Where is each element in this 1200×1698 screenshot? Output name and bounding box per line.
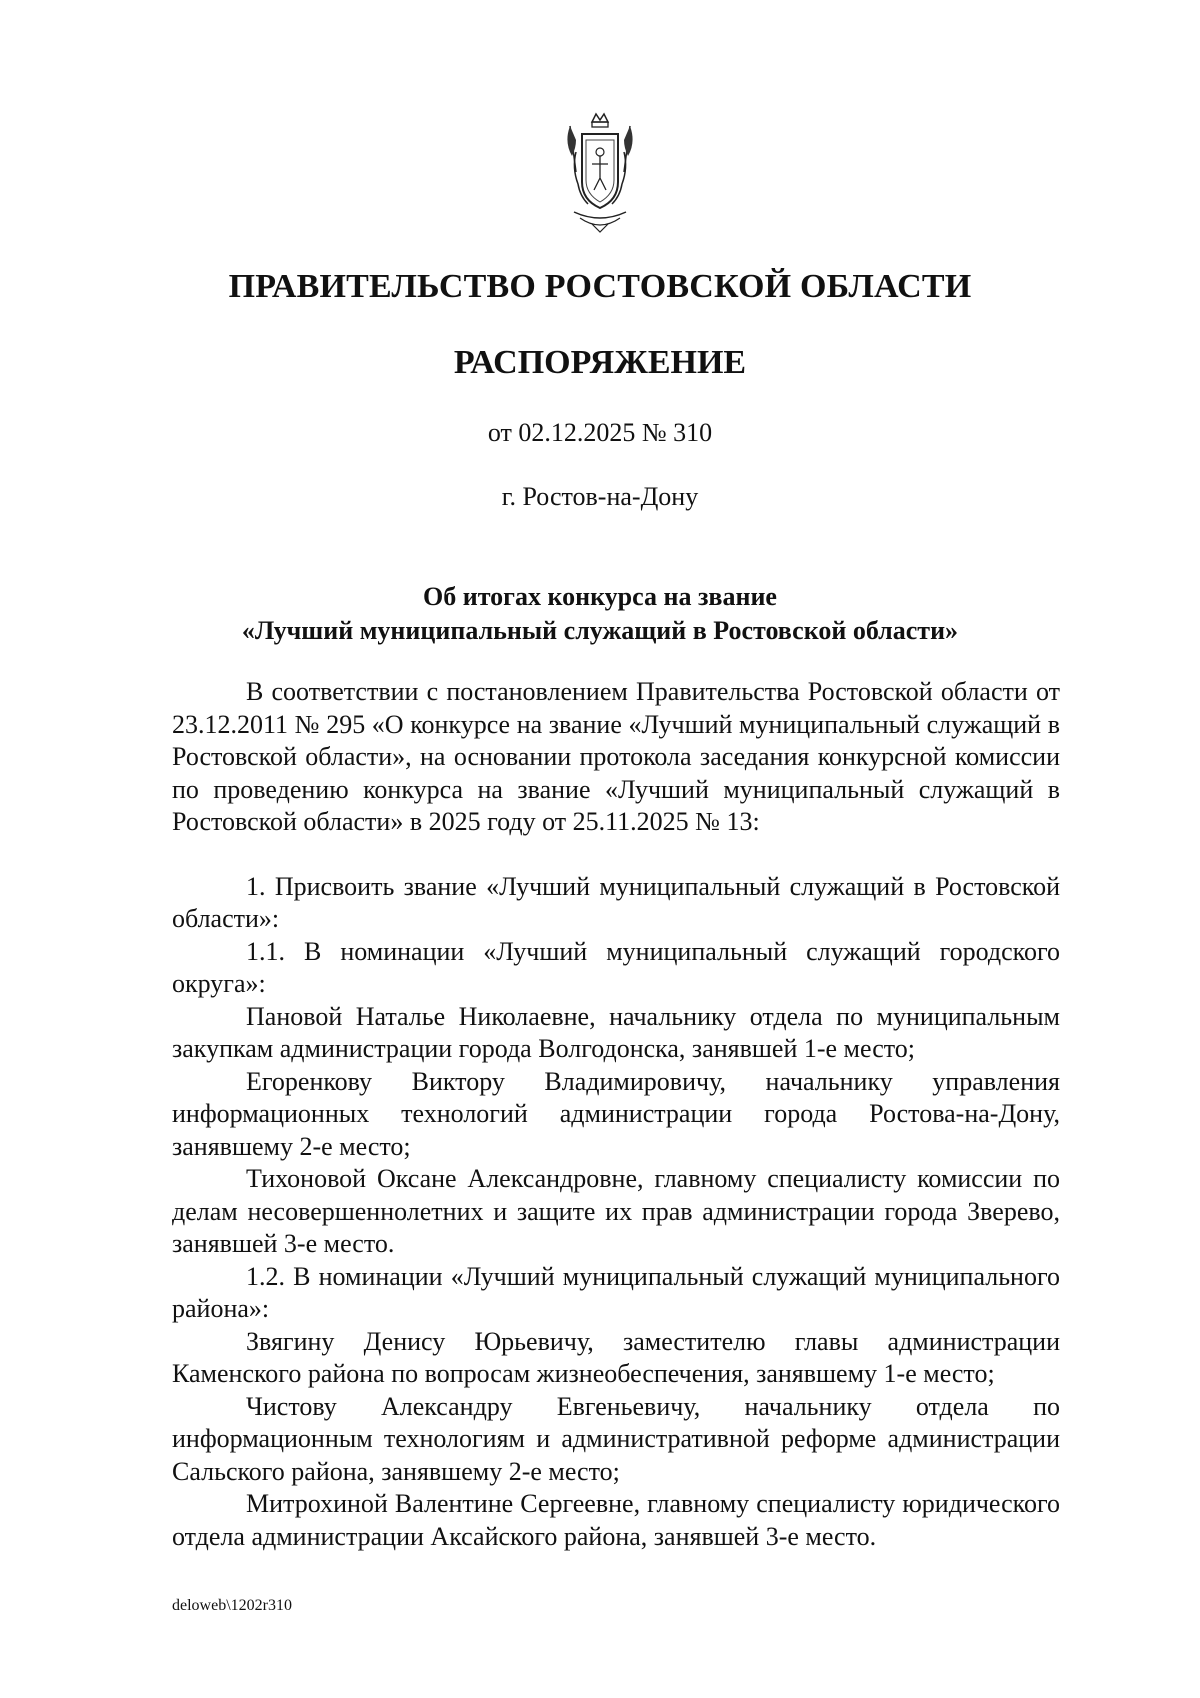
item-1-2-third-place: Митрохиной Валентине Сергеевне, главному специалисту юридического отдела администрации Аксайского района, занявшей 3-е место. [172,1489,1060,1551]
item-1-1-first-place: Пановой Наталье Николаевне, начальнику отдела по муниципальным закупкам администрации города Волгодонска, занявшей 1-е место; [172,1001,1060,1063]
organization-title: ПРАВИТЕЛЬСТВО РОСТОВСКОЙ ОБЛАСТИ [228,268,972,305]
subject-line-1: Об итогах конкурса на звание [423,582,777,611]
item-1-2-paragraph: 1.2. В номинации «Лучший муниципальный служащий муниципального района»: [172,1261,1060,1323]
document-type: РАСПОРЯЖЕНИЕ [453,344,747,381]
item-1-paragraph: 1. Присвоить звание «Лучший муниципальный служащий в Ростовской области»: [172,871,1060,933]
item-1-2-first-place: Звягину Денису Юрьевичу, заместителю главы администрации Каменского района по вопросам жизнеобеспечения, занявшему 1-е место; [172,1326,1060,1388]
preamble-paragraph: В соответствии с постановлением Правительства Ростовской области от 23.12.2011 № 295 «О конкурсе на звание «Лучший муниципальный служащий в Ростовской области», на основании протокола заседания конкурсной комиссии по проведению конкурса на звание «Лучший муниципальный служащий в Ростовской области» в 2025 году от 25.11.2025 № 13: [172,677,1060,836]
item-1-1-third-place: Тихоновой Оксане Александровне, главному специалисту комиссии по делам несовершеннолетних и защите их прав администрации города Зверево, занявшей 3-е место. [172,1164,1060,1258]
document-subject [0,580,1200,648]
item-1-2-second-place: Чистову Александру Евгеньевичу, начальнику отдела по информационным технологиям и административной реформе администрации Сальского района, занявшему 2-е место; [172,1391,1060,1486]
footer-file-code: deloweb\1202r310 [172,1597,292,1614]
coat-of-arms-icon [562,112,638,234]
item-1-1-paragraph: 1.1. В номинации «Лучший муниципальный служащий городского округа»: [172,936,1060,998]
item-1-1-second-place: Егоренкову Виктору Владимировичу, начальнику управления информационных технологий администрации города Ростова-на-Дону, занявшему 2-е место; [172,1066,1060,1161]
document-city: г. Ростов-на-Дону [501,482,699,511]
document-body [172,676,1060,1553]
subject-line-2: «Лучший муниципальный служащий в Ростовской области» [241,616,959,645]
document-date-number: от 02.12.2025 № 310 [487,418,713,447]
